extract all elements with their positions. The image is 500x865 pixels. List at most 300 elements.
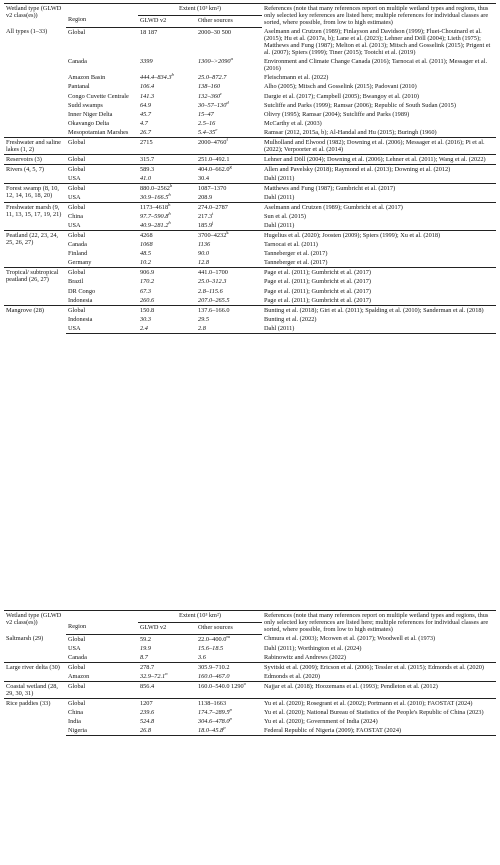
- value-text: 30.3: [140, 315, 152, 323]
- wetland-type-cell: Rivers (4, 5, 7): [4, 164, 66, 183]
- glwd-value: [138, 305, 196, 315]
- references-cell: Hugelius et al. (2020); Joosten (2009); Spiers (1999); Xu et al. (2018): [262, 231, 496, 241]
- table-row: [4, 119, 496, 128]
- value-text: 150.8: [140, 306, 155, 314]
- footnote-marker: p: [223, 725, 226, 731]
- glwd-value: [138, 137, 196, 154]
- references-cell: Sutcliffe and Parks (1999); Ramsar (2006); Republic of South Sudan (2015): [264, 101, 456, 109]
- footnote-marker: m: [226, 633, 230, 639]
- header-extent: Extent (10³ km²): [138, 611, 262, 623]
- references-cell: Tarnocai et al. (2011): [264, 241, 318, 249]
- region-cell: USA: [66, 324, 138, 334]
- references-cell: Rabinowitz and Andrews (2022): [264, 653, 347, 661]
- value-text: 18 187: [140, 28, 158, 36]
- value-text: 2.8: [198, 324, 206, 332]
- references-cell: Bunting et al. (2018); Giri et al. (2011); Spalding et al. (2010); Sanderman et al. (2018): [262, 305, 496, 315]
- value-text: 1068: [140, 241, 153, 249]
- other-sources-value: [196, 258, 262, 268]
- glwd-value: [138, 717, 196, 726]
- header-wetland-type: Wetland type (GLWD v2 class(es)): [4, 4, 66, 28]
- value-text: 30.4: [198, 174, 210, 182]
- footnote-marker: p: [229, 706, 232, 712]
- glwd-value: [138, 672, 196, 682]
- references-cell: Dahl (2011): [264, 222, 295, 230]
- references-cell: Page et al. (2011); Gumbricht et al. (2017): [264, 296, 371, 304]
- value-text: 3700–4232: [198, 232, 227, 240]
- other-sources-value: [196, 653, 262, 663]
- other-sources-value: [196, 662, 262, 672]
- footnote-marker: h: [168, 220, 171, 226]
- region-cell: China: [68, 213, 84, 221]
- value-text: 1138–1663: [198, 699, 227, 707]
- other-sources-value: [196, 164, 262, 174]
- other-sources-value: [196, 644, 262, 653]
- glwd-value: [138, 634, 196, 644]
- value-text: 132–360: [198, 92, 221, 100]
- references-cell: McCarthy et al. (2003): [264, 119, 322, 127]
- references-cell: Yu et al. (2020); National Bureau of Statistics of the People's Republic of China (2023): [264, 709, 484, 717]
- value-text: 251.0–492.1: [198, 155, 230, 163]
- region-cell: Mesopotamian Marshes: [68, 128, 129, 136]
- references-cell: Aselmann and Crutzen (1989); Gumbricht et al. (2017): [262, 203, 496, 213]
- region-cell: Amazon: [68, 672, 90, 680]
- footnote-marker: h: [168, 211, 171, 217]
- references-cell: Federal Republic of Nigeria (2009); FAOSTAT (2024): [262, 726, 496, 736]
- glwd-value: [138, 315, 196, 324]
- region-cell: Germany: [68, 259, 92, 267]
- value-text: 141.3: [140, 92, 155, 100]
- other-sources-value: [196, 110, 262, 119]
- value-text: 160.0–467.0: [198, 672, 230, 680]
- header-region: Region: [66, 622, 138, 634]
- table-row: [4, 82, 496, 91]
- value-text: 274.0–2787: [198, 204, 228, 212]
- table-row: [4, 164, 496, 174]
- references-cell: Aselmann and Crutzen (1989); Finlayson and Davidson (1999); Fluet-Chouinard et al. (2015); Hu et al. (2017a, b); Lane et al. (2023); Lehner and Döll (2004); Lieth (1975); Matthews and Fung (1987); Melton et al. (2013); Mitsch and Gosselink (2015); Prigent et al. (2007); Spiers (1999); Tiner (2015); Tootchi et al. (2019): [264, 28, 491, 57]
- references-cell: Sun et al. (2015): [264, 213, 306, 221]
- region-cell: USA: [68, 174, 81, 182]
- value-text: 260.6: [140, 296, 155, 304]
- table-row: [4, 287, 496, 296]
- table-row: [4, 92, 496, 101]
- table-row: [4, 634, 496, 644]
- wetland-type-cell: Large river delta (30): [4, 662, 66, 681]
- table-row: [4, 101, 496, 110]
- other-sources-value: [196, 240, 262, 249]
- value-text: 1207: [140, 699, 153, 707]
- region-cell: Global: [66, 305, 138, 315]
- value-text: 239.6: [140, 709, 155, 717]
- footnote-marker: o: [243, 680, 246, 686]
- references-cell: Edmonds et al. (2020): [264, 672, 320, 680]
- glwd-value: [138, 726, 196, 736]
- glwd-value: [138, 101, 196, 110]
- references-cell: Matthews and Fung (1987); Gumbricht et al. (2017): [262, 183, 496, 193]
- region-cell: Sudd swamps: [68, 101, 103, 109]
- region-cell: Global: [66, 154, 138, 164]
- region-cell: Pantanal: [68, 83, 90, 91]
- references-cell: Yu et al. (2020); Rosegrant et al. (2002); Portmann et al. (2010); FAOSTAT (2024): [262, 698, 496, 708]
- table-body: [4, 27, 496, 333]
- table-header: [4, 4, 496, 28]
- footnote-marker: d: [226, 99, 229, 105]
- glwd-value: [138, 57, 196, 73]
- other-sources-value: [196, 212, 262, 221]
- region-cell: Global: [68, 28, 86, 36]
- references-cell: Bunting et al. (2022): [264, 315, 317, 323]
- references-cell: Dahl (2011): [262, 324, 496, 334]
- references-cell: Page et al. (2011); Gumbricht et al. (2017): [262, 268, 496, 278]
- other-sources-value: [196, 324, 262, 334]
- value-text: 174.7–289.5: [198, 709, 230, 717]
- table-row: [4, 277, 496, 286]
- footnote-marker: n: [165, 670, 168, 676]
- value-text: 22.0–400.0: [198, 635, 227, 643]
- value-text: 2000–30 500: [198, 28, 232, 36]
- glwd-value: [138, 73, 196, 82]
- value-text: 3.6: [198, 653, 206, 661]
- footnote-marker: i: [212, 211, 214, 217]
- references-cell: Alho (2005); Mitsch and Gosselink (2015); Padovani (2010): [264, 83, 417, 91]
- value-text: 29.5: [198, 315, 210, 323]
- header-extent: Extent (10³ km²): [138, 4, 262, 16]
- table-row: [4, 240, 496, 249]
- glwd-value: [138, 119, 196, 128]
- value-text: 19.9: [140, 644, 152, 652]
- other-sources-value: [196, 183, 262, 193]
- region-cell: Canada: [68, 653, 87, 661]
- region-cell: Canada: [68, 58, 87, 66]
- footnote-marker: f: [226, 136, 228, 142]
- region-cell: Finland: [68, 250, 88, 258]
- wetland-type-cell: Coastal wetland (28, 29, 30, 31): [4, 681, 66, 698]
- value-text: 1087–1370: [198, 184, 227, 192]
- table-row: [4, 212, 496, 221]
- region-cell: Global: [66, 681, 138, 698]
- region-cell: Global: [66, 268, 138, 278]
- region-cell: Indonesia: [68, 315, 93, 323]
- value-text: 18.0–45.8: [198, 727, 224, 735]
- value-text: 15–47: [198, 110, 214, 118]
- table-row: [4, 110, 496, 119]
- value-text: 5.4–35: [198, 128, 216, 136]
- table-row: [4, 203, 496, 213]
- references-cell: Ramsar (2012, 2015a, b); Al-Handal and Hu (2015); Buringh (1960): [264, 128, 437, 136]
- references-cell: Tanneberger et al. (2017): [264, 250, 328, 258]
- footnote-marker: h: [168, 201, 171, 207]
- header-glwd: GLWD v2: [138, 15, 196, 27]
- value-text: 59.2: [140, 635, 152, 643]
- references-cell: Yu et al. (2020); Government of India (2024): [264, 718, 378, 726]
- value-text: 217.3: [198, 213, 213, 221]
- footnote-marker: a: [230, 56, 233, 62]
- region-cell: Global: [66, 137, 138, 154]
- value-text: 90.0: [198, 250, 210, 258]
- wetland-type-cell: Forest swamp (8, 10, 12, 14, 16, 18, 20): [4, 183, 66, 202]
- value-text: 3399: [140, 58, 153, 66]
- extent-table-part-2: [4, 610, 496, 736]
- other-sources-value: [196, 287, 262, 296]
- glwd-value: [138, 82, 196, 91]
- glwd-value: [138, 183, 196, 193]
- region-cell: Amazon Basin: [68, 74, 106, 82]
- references-cell: Olivry (1995); Ramsar (2004); Sutcliffe and Parks (1989): [264, 110, 410, 118]
- references-cell: Dahl (2011): [264, 174, 295, 182]
- value-text: 404.0–662.0: [198, 165, 230, 173]
- glwd-value: [138, 268, 196, 278]
- glwd-value: [138, 644, 196, 653]
- value-text: 10.2: [140, 259, 152, 267]
- value-text: 1300–>2090: [198, 58, 231, 66]
- other-sources-value: [196, 73, 262, 82]
- value-text: 137.6–166.0: [198, 306, 230, 314]
- value-text: 170.2: [140, 278, 155, 286]
- other-sources-value: [196, 634, 262, 644]
- glwd-value: [138, 27, 196, 57]
- references-cell: Chmura et al. (2003); Mcowen et al. (2017); Woodwell et al. (1973): [264, 635, 436, 643]
- value-text: 1173–4618: [140, 204, 169, 212]
- glwd-value: [138, 92, 196, 101]
- glwd-value: [138, 212, 196, 221]
- value-text: 25.0–872.7: [198, 74, 227, 82]
- footnote-marker: g: [229, 163, 232, 169]
- value-text: 97.7–590.8: [140, 213, 169, 221]
- other-sources-value: [196, 672, 262, 682]
- region-cell: Global: [66, 231, 138, 241]
- table-row: [4, 315, 496, 324]
- other-sources-value: [196, 82, 262, 91]
- references-cell: Syvitski et al. (2009); Ericson et al. (2006); Tessler et al. (2015); Edmonds et al. (2020): [262, 662, 496, 672]
- other-sources-value: [196, 221, 262, 231]
- region-cell: China: [68, 709, 84, 717]
- value-text: 67.3: [140, 287, 152, 295]
- references-cell: Allen and Pavelsky (2018); Raymond et al. (2013); Downing et al. (2012): [262, 164, 496, 174]
- wetland-type-cell: Peatland (22, 23, 24, 25, 26, 27): [4, 231, 66, 268]
- other-sources-value: [196, 119, 262, 128]
- value-text: 207.0–265.5: [198, 296, 230, 304]
- region-cell: Okavango Delta: [68, 119, 110, 127]
- wetland-type-cell: Mangrove (28): [4, 305, 66, 333]
- other-sources-value: [196, 726, 262, 736]
- value-text: 32.9–72.1: [140, 672, 166, 680]
- region-cell: Global: [66, 203, 138, 213]
- region-cell: Global: [66, 698, 138, 708]
- value-text: 880.0–2562: [140, 184, 170, 192]
- glwd-value: [138, 681, 196, 698]
- footnote-marker: e: [215, 126, 218, 132]
- other-sources-value: [196, 717, 262, 726]
- table-row: [4, 128, 496, 138]
- glwd-value: [138, 287, 196, 296]
- table-row: [4, 154, 496, 164]
- table-row: [4, 231, 496, 241]
- footnote-marker: h: [169, 182, 173, 188]
- table-row: [4, 324, 496, 334]
- value-text: 305.9–710.2: [198, 663, 230, 671]
- region-cell: Nigeria: [66, 726, 138, 736]
- other-sources-value: [196, 203, 262, 213]
- table-row: [4, 726, 496, 736]
- value-text: 304.6–478.0: [198, 718, 230, 726]
- table-row: [4, 653, 496, 663]
- region-cell: Canada: [68, 241, 87, 249]
- extent-table-part-1: [4, 3, 496, 334]
- region-cell: Congo Cuvette Centrale: [68, 92, 129, 100]
- references-cell: Najjar et al. (2018); Hoozemans et al. (1993); Pendleton et al. (2012): [262, 681, 496, 698]
- footnote-marker: h: [168, 191, 171, 197]
- wetland-type-cell: Saltmarsh (29): [6, 635, 44, 643]
- value-text: 315.7: [140, 155, 155, 163]
- wetland-type-cell: Freshwater and saline lakes (1, 2): [4, 137, 66, 154]
- header-wetland-type: Wetland type (GLWD v2 class(es)): [4, 611, 66, 635]
- table-row: [4, 296, 496, 306]
- table-row: [4, 249, 496, 258]
- other-sources-value: [196, 174, 262, 184]
- table-row: [4, 57, 496, 73]
- value-text: 856.4: [140, 682, 155, 690]
- other-sources-value: [196, 231, 262, 241]
- glwd-value: [138, 154, 196, 164]
- glwd-value: [138, 249, 196, 258]
- value-text: 444.4–834.3: [140, 74, 172, 82]
- glwd-value: [138, 296, 196, 306]
- region-cell: USA: [68, 222, 81, 230]
- other-sources-value: [196, 268, 262, 278]
- references-cell: Page et al. (2011); Gumbricht et al. (2017): [264, 278, 371, 286]
- table-row: [4, 258, 496, 268]
- value-text: 30–57–130: [198, 101, 227, 109]
- value-text: 45.7: [140, 110, 152, 118]
- table-row: [4, 644, 496, 653]
- glwd-value: [138, 193, 196, 203]
- references-cell: Environment and Climate Change Canada (2016); Tarnocai et al. (2011); Messager et al. (2016): [264, 58, 488, 73]
- header-references: References (note that many references report on multiple wetland types and regions, thus only selected key references are listed here; multiple references for individual classes are sorted, where possible, from low to high estimates): [262, 611, 496, 635]
- region-cell: USA: [68, 194, 81, 202]
- table-row: [4, 221, 496, 231]
- value-text: 2.5–16: [198, 119, 216, 127]
- wetland-type-cell: Tropical/ subtropical peatland (26, 27): [4, 268, 66, 305]
- value-text: 26.7: [140, 128, 152, 136]
- wetland-type-cell: Reservoirs (3): [4, 154, 66, 164]
- value-text: 138–160: [198, 83, 221, 91]
- value-text: 25.0–312.3: [198, 278, 227, 286]
- region-cell: Global: [66, 164, 138, 174]
- value-text: 524.8: [140, 718, 155, 726]
- header-glwd: GLWD v2: [138, 622, 196, 634]
- other-sources-value: [196, 137, 262, 154]
- references-cell: Tanneberger et al. (2017): [264, 259, 328, 267]
- glwd-value: [138, 698, 196, 708]
- region-cell: Inner Niger Delta: [68, 110, 113, 118]
- value-text: 12.8: [198, 259, 210, 267]
- glwd-value: [138, 221, 196, 231]
- other-sources-value: [196, 305, 262, 315]
- value-text: 64.9: [140, 101, 152, 109]
- table-row: [4, 717, 496, 726]
- value-text: 40.9–281.2: [140, 222, 169, 230]
- other-sources-value: [196, 57, 262, 73]
- value-text: 106.4: [140, 83, 155, 91]
- other-sources-value: [196, 296, 262, 306]
- region-cell: Indonesia: [68, 296, 93, 304]
- footnote-marker: c: [220, 90, 223, 96]
- value-text: 441.0–1700: [198, 269, 228, 277]
- other-sources-value: [196, 277, 262, 286]
- value-text: 15.6–18.5: [198, 644, 224, 652]
- other-sources-value: [196, 249, 262, 258]
- glwd-value: [138, 653, 196, 663]
- value-text: 2000–4760: [198, 138, 227, 146]
- table-header: [4, 611, 496, 635]
- table-row: [4, 708, 496, 717]
- references-cell: Page et al. (2011); Gumbricht et al. (2017): [264, 287, 371, 295]
- glwd-value: [138, 174, 196, 184]
- region-cell: India: [68, 718, 81, 726]
- value-text: 8.7: [140, 653, 148, 661]
- other-sources-value: [196, 27, 262, 57]
- other-sources-value: [196, 193, 262, 203]
- value-text: 589.3: [140, 165, 155, 173]
- value-text: 26.8: [140, 727, 152, 735]
- glwd-value: [138, 231, 196, 241]
- table-row: [4, 183, 496, 193]
- glwd-value: [138, 164, 196, 174]
- glwd-value: [138, 128, 196, 138]
- references-cell: Dargie et al. (2017); Campbell (2005); Bwangoy et al. (2010): [264, 92, 419, 100]
- table-row: [4, 137, 496, 154]
- table-row: [4, 662, 496, 672]
- table-row: [4, 193, 496, 203]
- header-other-sources: Other sources: [196, 622, 262, 634]
- glwd-value: [138, 277, 196, 286]
- glwd-value: [138, 708, 196, 717]
- value-text: 185.9: [198, 222, 213, 230]
- table-row: [4, 268, 496, 278]
- glwd-value: [138, 258, 196, 268]
- references-cell: Fleischmann et al. (2022): [264, 74, 329, 82]
- value-text: 30.9–166.5: [140, 194, 169, 202]
- value-text: 48.5: [140, 250, 152, 258]
- wetland-type-cell: Rice paddies (33): [4, 698, 66, 735]
- wetland-type-cell: All types (1–33): [6, 28, 48, 36]
- value-text: 4268: [140, 232, 153, 240]
- header-region: Region: [66, 15, 138, 27]
- region-cell: Brazil: [68, 278, 84, 286]
- footnote-marker: p: [229, 715, 232, 721]
- table-row: [4, 27, 496, 57]
- value-text: 4.7: [140, 119, 148, 127]
- value-text: 41.0: [140, 174, 152, 182]
- footnote-marker: b: [171, 72, 174, 78]
- value-text: 208.9: [198, 194, 213, 202]
- table-row: [4, 698, 496, 708]
- table-row: [4, 681, 496, 698]
- value-text: 1136: [198, 241, 211, 249]
- other-sources-value: [196, 315, 262, 324]
- value-text: 2715: [140, 138, 153, 146]
- glwd-value: [138, 203, 196, 213]
- wetland-type-cell: Freshwater marsh (9, 11, 13, 15, 17, 19, 21): [4, 203, 66, 231]
- value-text: 2.8–115.6: [198, 287, 223, 295]
- other-sources-value: [196, 101, 262, 110]
- other-sources-value: [196, 681, 262, 698]
- value-text: 278.7: [140, 663, 155, 671]
- footnote-marker: j: [212, 220, 214, 226]
- references-cell: Dahl (2011): [264, 194, 295, 202]
- glwd-value: [138, 110, 196, 119]
- references-cell: Mulholland and Elwood (1982); Downing et al. (2006); Messager et al. (2016); Pi et al. (2022); Verpoorter et al. (2014): [262, 137, 496, 154]
- other-sources-value: [196, 92, 262, 101]
